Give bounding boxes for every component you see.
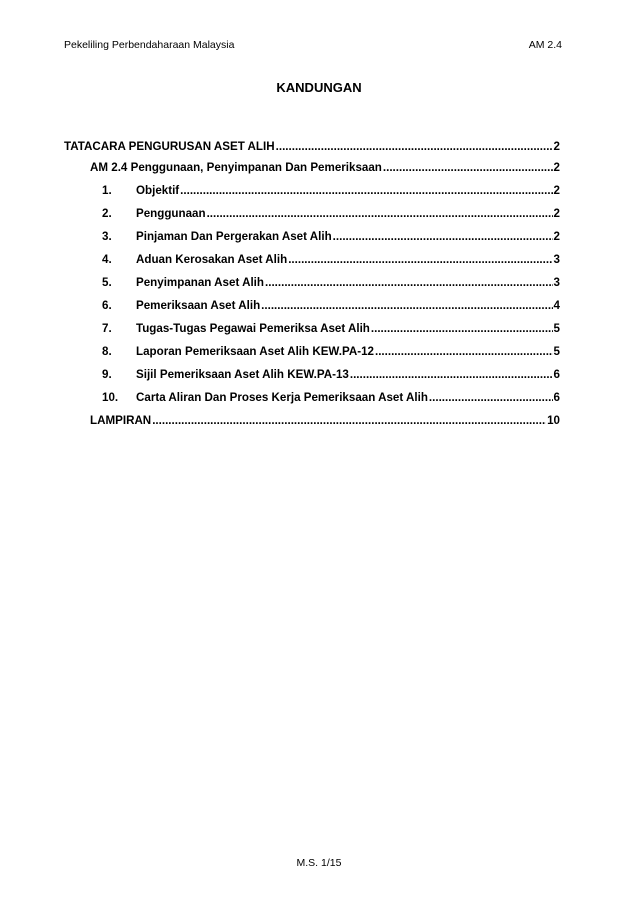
toc-entry-page: 2 [553,207,560,220]
toc-entry[interactable] [102,345,560,361]
toc-entry[interactable] [90,414,560,430]
toc-entry-page: 2 [553,140,560,153]
toc-entry-page: 2 [553,184,560,197]
toc-dot-leader [350,368,553,381]
toc-entry-number: 7. [102,322,112,335]
toc-entry[interactable] [102,368,560,384]
page-number: M.S. 1/15 [296,857,342,869]
toc-entry[interactable] [102,276,560,292]
header-left-text: Pekeliling Perbendaharaan Malaysia [64,39,235,51]
toc-entry-number: 5. [102,276,112,289]
toc-entry[interactable] [102,253,560,269]
toc-entry-title: Penggunaan [136,207,206,220]
toc-entry-title: Carta Aliran Dan Proses Kerja Pemeriksaan Aset Alih [136,391,428,404]
toc-entry[interactable] [102,391,560,407]
toc-entry-number: 2. [102,207,112,220]
toc-dot-leader [288,253,552,266]
toc-dot-leader [371,322,553,335]
toc-dot-leader [276,140,553,153]
toc-entry[interactable] [102,230,560,246]
toc-entry-page: 3 [553,253,560,266]
toc-entry[interactable] [102,322,560,338]
toc-dot-leader [261,299,552,312]
toc-entry-page: 5 [553,345,560,358]
toc-entry-title: AM 2.4 Penggunaan, Penyimpanan Dan Pemeriksaan [90,161,382,174]
toc-entry-title: Sijil Pemeriksaan Aset Alih KEW.PA-13 [136,368,349,381]
toc-entry-page: 2 [553,230,560,243]
page-header [64,39,562,53]
toc-entry-page: 5 [553,322,560,335]
toc-entry-page: 10 [547,414,560,427]
toc-entry-number: 4. [102,253,112,266]
toc-entry-title: Pemeriksaan Aset Alih [136,299,261,312]
toc-entry[interactable] [64,140,560,156]
toc-dot-leader [333,230,553,243]
toc-entry-number: 10. [102,391,119,404]
toc-entry[interactable] [102,207,560,223]
toc-entry-number: 9. [102,368,112,381]
toc-dot-leader [265,276,553,289]
toc-entry[interactable] [102,184,560,200]
toc-entry-title: Laporan Pemeriksaan Aset Alih KEW.PA-12 [136,345,374,358]
toc-dot-leader [207,207,553,220]
toc-entry-title: LAMPIRAN [90,414,152,427]
toc-dot-leader [152,414,546,427]
toc-entry-title: Tugas-Tugas Pegawai Pemeriksa Aset Alih [136,322,370,335]
toc-entry-title: Objektif [136,184,180,197]
toc-dot-leader [375,345,553,358]
page-title: KANDUNGAN [276,80,362,95]
toc-entry-number: 3. [102,230,112,243]
header-right-text: AM 2.4 [528,39,562,51]
toc-entry[interactable] [90,161,560,177]
toc-entry-number: 6. [102,299,112,312]
toc-entry-title: Pinjaman Dan Pergerakan Aset Alih [136,230,332,243]
toc-entry-page: 6 [553,368,560,381]
toc-dot-leader [429,391,553,404]
toc-entry-title: Penyimpanan Aset Alih [136,276,264,289]
toc-entry-title: Aduan Kerosakan Aset Alih [136,253,288,266]
toc-entry-page: 6 [553,391,560,404]
toc-dot-leader [180,184,552,197]
toc-entry-number: 1. [102,184,112,197]
toc-entry-page: 2 [553,161,560,174]
toc-entry-page: 4 [553,299,560,312]
toc-dot-leader [383,161,553,174]
toc-entry[interactable] [102,299,560,315]
toc-entry-page: 3 [553,276,560,289]
toc-entry-title: TATACARA PENGURUSAN ASET ALIH [64,140,275,153]
toc-entry-number: 8. [102,345,112,358]
